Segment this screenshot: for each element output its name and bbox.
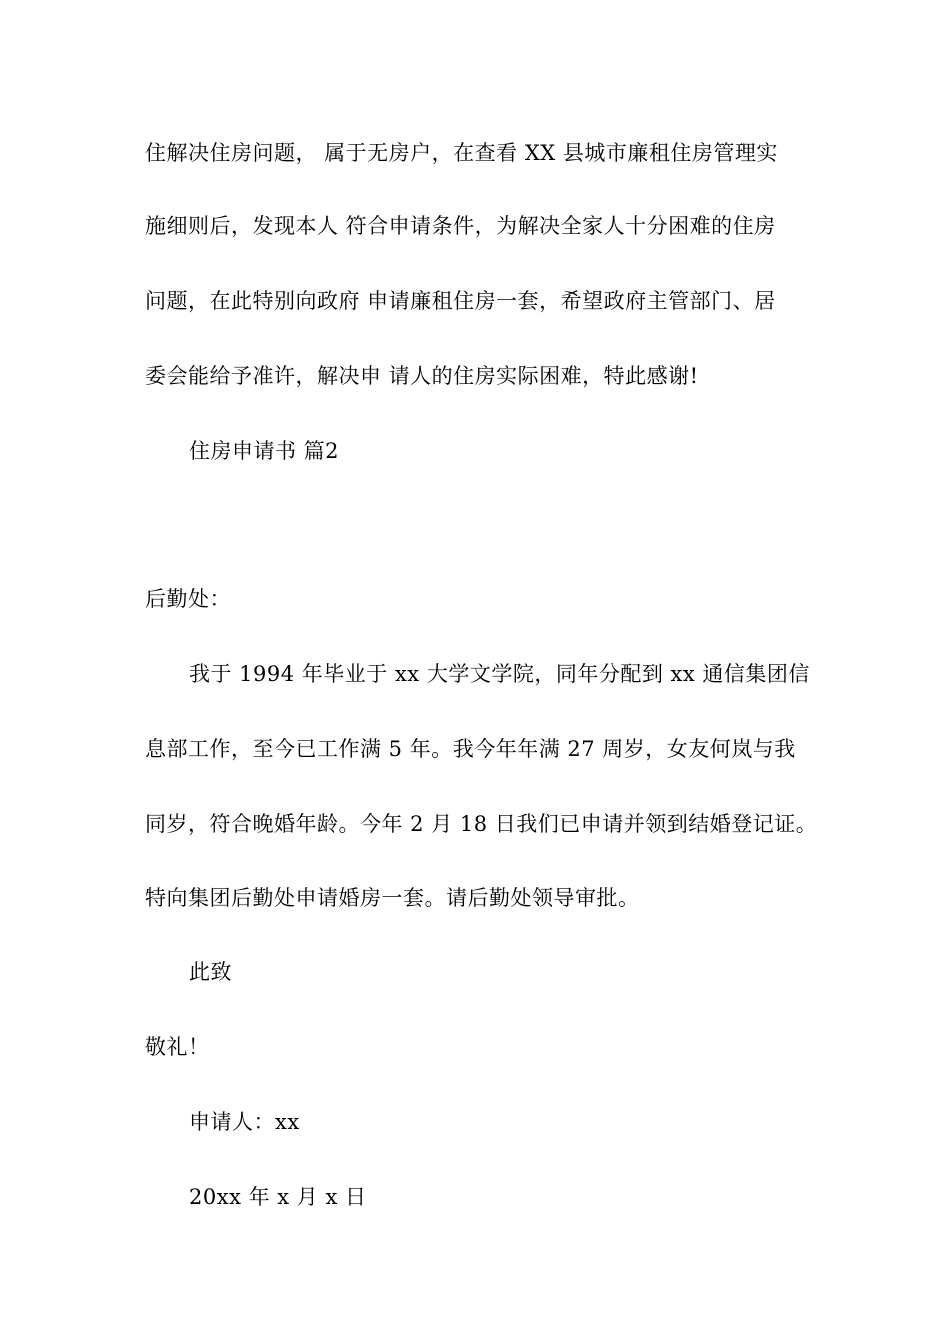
paragraph-2-line-4: 特向集团后勤处申请婚房一套。请后勤处领导审批。 <box>145 886 640 910</box>
paragraph-1-line-4: 委会能给予准许，解决申 请人的住房实际困难，特此感谢! <box>145 364 699 388</box>
closing-greeting: 此致 <box>189 960 232 984</box>
application-date: 20xx 年 x 月 x 日 <box>189 1185 367 1209</box>
applicant-signature: 申请人：xx <box>189 1110 300 1134</box>
salutation: 后勤处： <box>145 587 231 611</box>
paragraph-1-line-2: 施细则后，发现本人 符合申请条件，为解决全家人十分困难的住房 <box>145 214 776 238</box>
paragraph-1-line-3: 问题，在此特别向政府 申请廉租住房一套，希望政府主管部门、居 <box>145 289 776 313</box>
section-heading: 住房申请书 篇2 <box>189 439 340 463</box>
paragraph-2-line-2: 息部工作，至今已工作满 5 年。我今年年满 27 周岁，女友何岚与我 <box>145 737 796 761</box>
closing-salute: 敬礼！ <box>145 1035 210 1059</box>
paragraph-1-line-1: 住解决住房问题， 属于无房户，在查看 XX 县城市廉租住房管理实 <box>145 141 778 165</box>
paragraph-2-line-1: 我于 1994 年毕业于 xx 大学文学院，同年分配到 xx 通信集团信 <box>189 662 810 686</box>
paragraph-2-line-3: 同岁，符合晚婚年龄。今年 2 月 18 日我们已申请并领到结婚登记证。 <box>145 812 818 836</box>
